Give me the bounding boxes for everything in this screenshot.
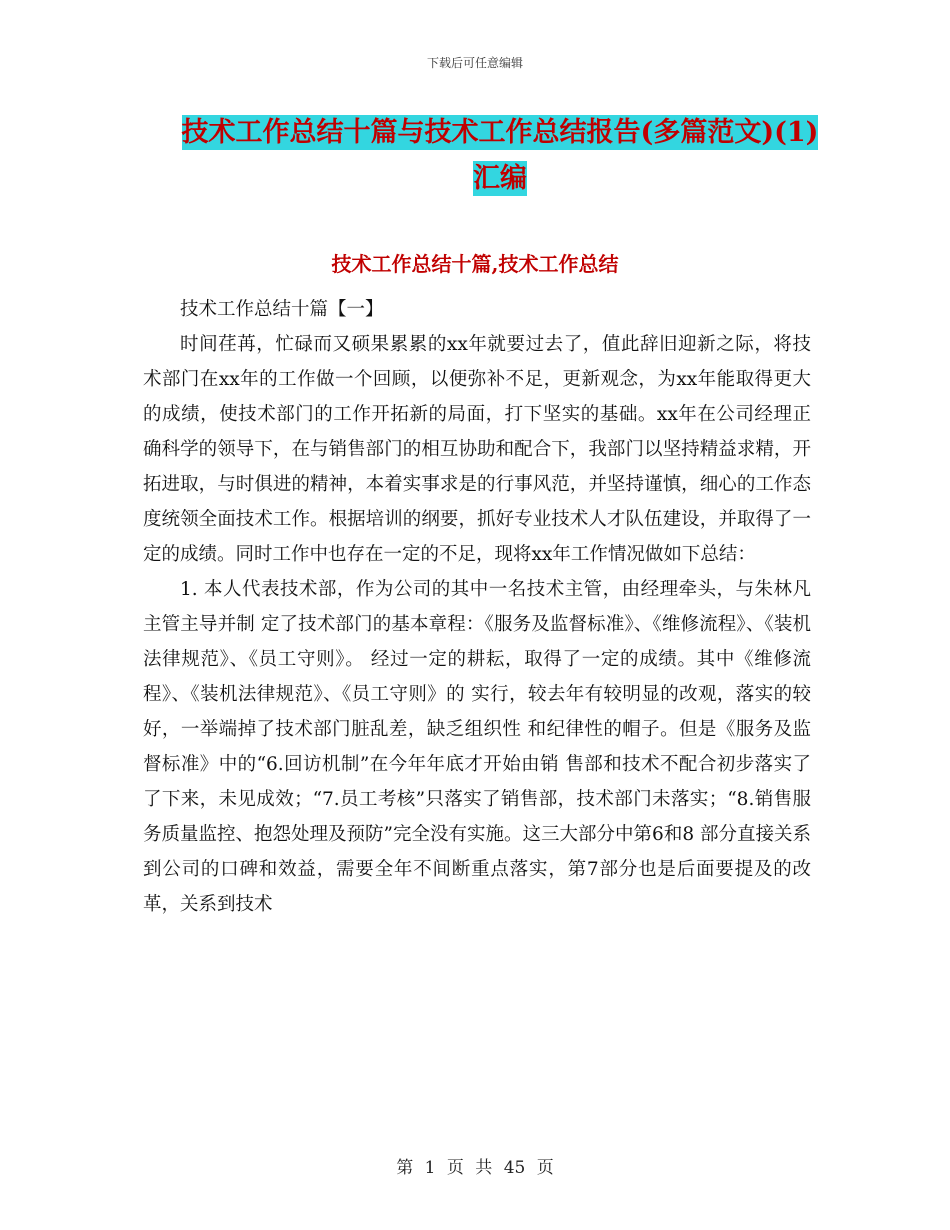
title-line-1: 技术工作总结十篇与技术工作总结报告(多篇范文)(1) <box>181 117 819 148</box>
section-title: 技术工作总结十篇,技术工作总结 <box>331 252 619 276</box>
section-heading: 技术工作总结十篇【一】 <box>180 299 384 320</box>
paragraph-intro: 时间荏苒，忙碌而又硕果累累的xx年就要过去了，值此辞旧迎新之际，将技术部门在xx年的工作做一个回顾，以便弥补不足，更新观念，为xx年能取得更大的成绩，使技术部门的工作开拓新的局面，打下坚实的基础。xx年在公司经理正确科学的领导下，在与销售部门的相互协助和配合下，我部门以坚持精益求精，开拓进取，与时俱进的精神，本着实事求是的行事风范，并坚持谨慎，细心的工作态度统领全面技术工作。根据培训的纲要，抓好专业技术人才队伍建设，并取得了一定的成绩。同时工作中也存在一定的不足，现将xx年工作情况做如下总结： <box>143 334 811 565</box>
paragraph-item-1: 1. 本人代表技术部，作为公司的其中一名技术主管，由经理牵头，与朱林凡主管主导并制 定了技术部门的基本章程：《服务及监督标准》、《维修流程》、《装机法律规范》、《员工守则》。 经过一定的耕耘，取得了一定的成绩。其中《维修流程》、《装机法律规范》、《员工守则》的 实行，较去年有较明显的改观，落实的较好，一举端掉了技术部门脏乱差，缺乏组织性 和纪律性的帽子。但是《服务及监督标准》中的“6.回访机制”在今年年底才开始由销 售部和技术不配合初步落实了了下来，未见成效；“7.员工考核”只落实了销售部，技术部门未落实；“8.销售服务质量监控、抱怨处理及预防”完全没有实施。这三大部分中第6和8 部分直接关系到公司的口碑和效益，需要全年不间断重点落实，第7部分也是后面要提及的改革，关系到技术 <box>143 579 811 915</box>
title-line-2: 汇编 <box>473 163 527 194</box>
page-footer: 第 1 页 共 45 页 <box>396 1158 554 1178</box>
document-body <box>143 292 811 922</box>
document-title <box>100 110 900 202</box>
header-note: 下载后可任意编辑 <box>426 56 523 70</box>
